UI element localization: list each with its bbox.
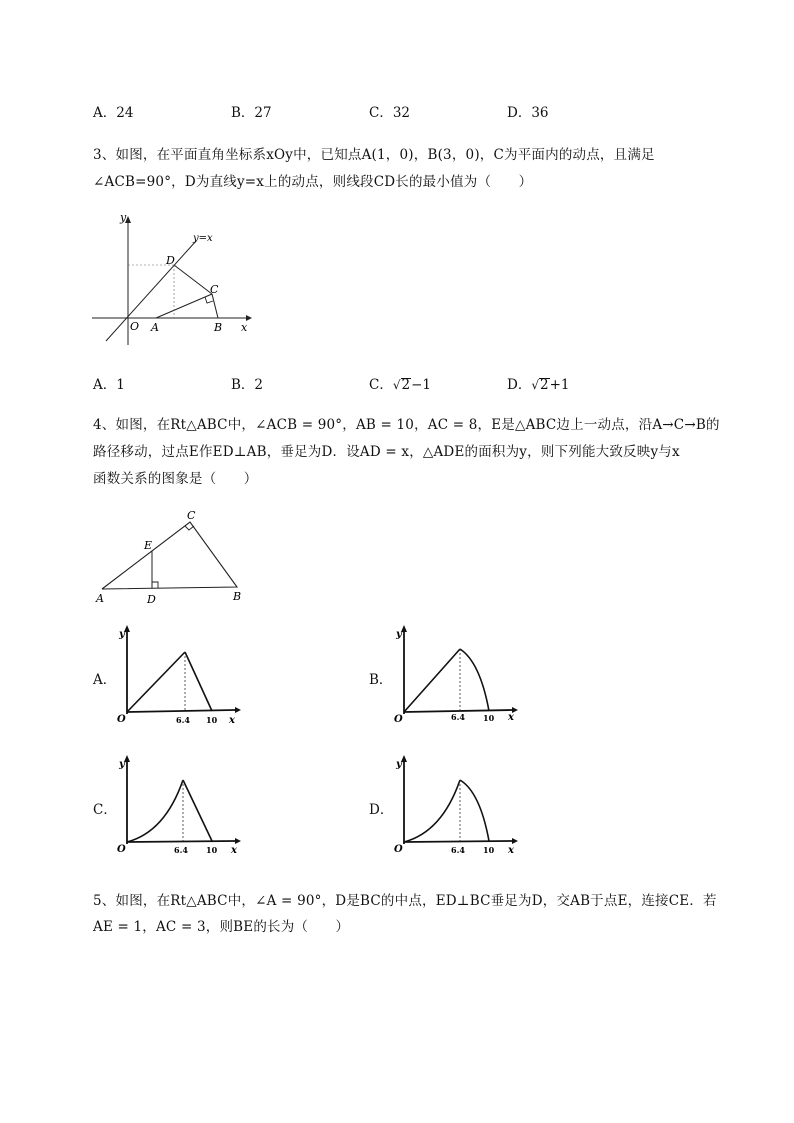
q4-point-a: A xyxy=(96,592,104,605)
q3-option-c-suffix: −1 xyxy=(411,377,431,393)
q4-graph-c-fall xyxy=(183,780,212,841)
q4-point-e: E xyxy=(144,539,153,552)
q4-graph-b-x: x xyxy=(508,712,514,723)
q4-graph-d-origin: O xyxy=(394,844,403,855)
q4-graph-d-x: x xyxy=(508,845,514,856)
q2-option-a[interactable]: A．24 xyxy=(93,105,134,121)
q4-text-line1: 4、如图，在Rt△ABC中，∠ACB = 90°，AB = 10，AC = 8，E是△ABC边上一动点，沿A→C→B的 xyxy=(93,417,720,433)
q4-graph-a[interactable] xyxy=(115,622,245,727)
q4-graph-b-fall xyxy=(460,649,489,711)
q4-graph-b[interactable] xyxy=(392,622,522,727)
q3-x-label: x xyxy=(241,321,248,334)
q4-graph-b-origin: O xyxy=(394,714,403,725)
q4-graph-a-tick2: 10 xyxy=(206,715,218,725)
q4-graph-c-tick1: 6.4 xyxy=(174,845,188,855)
sqrt-icon: √ xyxy=(392,378,401,392)
q4-graph-d-fall xyxy=(460,780,489,841)
q3-option-c-radicand: 2 xyxy=(401,377,411,393)
q4-graph-d-rise xyxy=(404,780,460,842)
q3-figure xyxy=(88,205,258,350)
q4-point-d: D xyxy=(147,593,156,606)
q4-graph-a-y: y xyxy=(119,629,125,640)
q3-option-d-prefix: D． xyxy=(507,377,532,393)
q4-option-c[interactable]: C． xyxy=(93,802,117,818)
q3-point-c: C xyxy=(210,283,219,296)
q4-option-d[interactable]: D． xyxy=(369,802,394,818)
q3-option-c-prefix: C． xyxy=(369,377,393,393)
q4-graph-c[interactable] xyxy=(115,752,245,857)
q3-segment-dc xyxy=(174,265,212,294)
q4-triangle xyxy=(102,522,237,589)
q4-option-b[interactable]: B． xyxy=(369,672,393,688)
q3-option-d-radicand: 2 xyxy=(539,377,549,393)
q3-segment-cb xyxy=(212,294,218,318)
q3-segment-ac xyxy=(156,294,212,318)
q3-option-d-suffix: +1 xyxy=(549,377,570,393)
q4-graph-b-y: y xyxy=(396,629,402,640)
q4-triangle-figure xyxy=(92,508,252,608)
q4-right-angle-d xyxy=(152,582,158,588)
q5-text-line2: AE = 1，AC = 3，则BE的长为（ ） xyxy=(93,919,350,935)
q3-origin-label: O xyxy=(130,320,140,333)
q4-text-line2: 路径移动，过点E作ED⊥AB，垂足为D．设AD = x，△ADE的面积为y，则下列能大致反映y与x xyxy=(93,444,680,460)
q3-point-b: B xyxy=(214,321,223,334)
q4-graph-a-tick1: 6.4 xyxy=(176,715,190,725)
q4-graph-c-y: y xyxy=(119,759,125,770)
q3-option-d[interactable] xyxy=(507,373,569,393)
q4-point-c: C xyxy=(187,509,196,522)
q4-text-line3: 函数关系的图象是（ ） xyxy=(93,471,258,487)
q2-option-c[interactable]: C．32 xyxy=(369,105,411,121)
q4-graph-a-x: x xyxy=(229,715,235,726)
q5-text-line1: 5、如图，在Rt△ABC中，∠A = 90°，D是BC的中点，ED⊥BC垂足为D，交AB于点E，连接CE．若 xyxy=(93,893,717,909)
q4-graph-a-origin: O xyxy=(117,714,126,725)
q4-option-a[interactable]: A． xyxy=(93,672,117,688)
q4-graph-a-fall xyxy=(185,652,212,711)
q4-graph-c-rise xyxy=(127,780,183,842)
q3-text-line1: 3、如图，在平面直角坐标系xOy中，已知点A(1，0)，B(3，0)，C为平面内的动点，且满足 xyxy=(93,147,655,163)
q4-graph-b-tick2: 10 xyxy=(483,713,495,723)
q4-graph-b-rise xyxy=(404,649,460,712)
q4-graph-a-rise xyxy=(127,652,185,712)
q2-option-b[interactable]: B．27 xyxy=(231,105,272,121)
q4-graph-d-y: y xyxy=(396,759,402,770)
q3-right-angle-mark xyxy=(205,297,213,303)
q4-graph-d[interactable] xyxy=(392,752,522,857)
q3-y-label: y xyxy=(120,211,127,224)
q3-point-a: A xyxy=(151,321,159,334)
q3-text-line2: ∠ACB=90°，D为直线y=x上的动点，则线段CD长的最小值为（ ） xyxy=(93,174,533,190)
q4-graph-c-origin: O xyxy=(117,844,126,855)
q4-graph-d-tick2: 10 xyxy=(483,845,495,855)
q4-right-angle-c xyxy=(185,526,194,530)
q3-point-d: D xyxy=(166,254,175,267)
q4-graph-c-x: x xyxy=(231,845,237,856)
q4-graph-c-tick2: 10 xyxy=(206,845,218,855)
q3-option-b[interactable]: B．2 xyxy=(231,377,264,393)
q3-option-c[interactable] xyxy=(369,373,431,393)
q4-graph-d-tick1: 6.4 xyxy=(451,845,465,855)
sqrt-icon: √ xyxy=(531,378,539,392)
q3-line-label: y=x xyxy=(193,233,213,244)
q3-option-a[interactable]: A．1 xyxy=(93,377,125,393)
q4-point-b: B xyxy=(233,590,242,603)
q4-graph-b-tick1: 6.4 xyxy=(451,712,465,722)
q2-option-d[interactable]: D．36 xyxy=(507,105,549,121)
